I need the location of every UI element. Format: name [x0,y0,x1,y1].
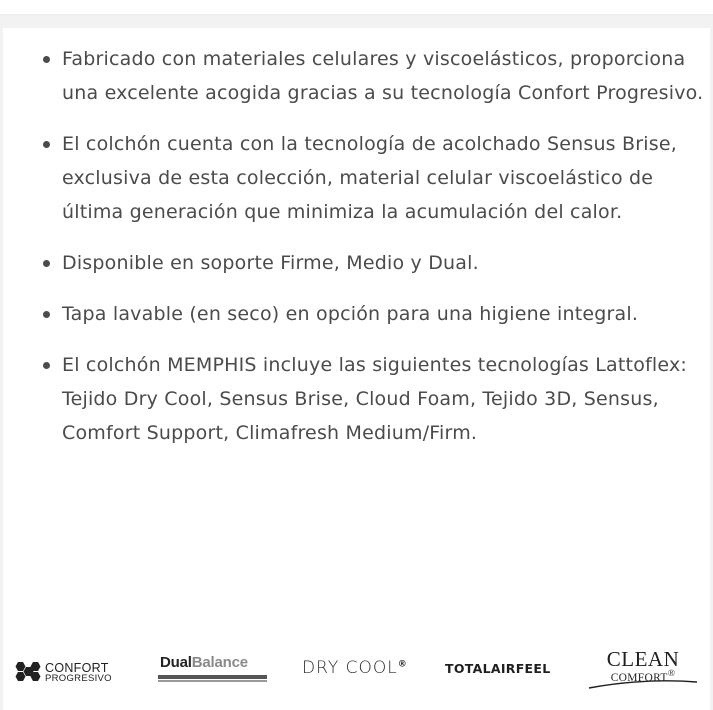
dual-word: Dual [160,654,192,671]
totalairfeel-logo [445,661,550,676]
bullet-icon [43,311,50,318]
feature-item [39,127,711,229]
confort-logo-line2: PROGRESIVO [45,673,112,684]
dual-balance-bar-thin [158,680,267,682]
hexagon-cluster-icon [13,661,43,683]
feature-list [39,42,711,467]
bullet-icon [43,362,50,369]
feature-item [39,246,711,280]
comfort-word: COMFORT [610,671,668,684]
dry-cool-registered-mark: ® [397,659,408,670]
clean-comfort-logo [587,648,699,692]
dry-cool-text: DRY COOL [302,658,398,678]
clean-comfort-line1: CLEAN [606,647,680,671]
feature-item [39,348,711,450]
feature-text: El colchón cuenta con la tecnología de acolchado Sensus Brise, exclusiva de esta colección, material celular viscoelástico de última generación que minimiza la acumulación del calor. [62,133,677,223]
clean-comfort-registered-mark: ® [667,668,676,679]
dual-balance-bar [158,675,267,679]
feature-text: Tapa lavable (en seco) en opción para una higiene integral. [62,303,639,325]
feature-item [39,297,711,331]
dry-cool-logo [302,658,408,678]
feature-text: Disponible en soporte Firme, Medio y Dual. [62,252,479,274]
product-features-card [3,28,710,710]
confort-logo-line1: CONFORT [45,661,109,675]
technology-logos [3,648,710,692]
totalairfeel-text: TOTALAIRFEEL [445,661,551,676]
dual-balance-logo [158,654,270,684]
bullet-icon [43,260,50,267]
feature-text: Fabricado con materiales celulares y viscoelásticos, proporciona una excelente acogida gracias a su tecnología Confort Progresivo. [62,48,704,104]
swoosh-icon [587,670,699,690]
feature-item [39,42,711,110]
feature-text: El colchón MEMPHIS incluye las siguientes tecnologías Lattoflex: Tejido Dry Cool, Sensus Brise, Cloud Foam, Tejido 3D, Sensus, Comfort Support, Climafresh Medium/Firm. [62,354,687,444]
dual-balance-wordmark [160,654,248,671]
balance-word: Balance [191,654,248,671]
confort-progresivo-logo [13,658,137,686]
bullet-icon [43,56,50,63]
bullet-icon [43,141,50,148]
top-bar [0,0,713,14]
